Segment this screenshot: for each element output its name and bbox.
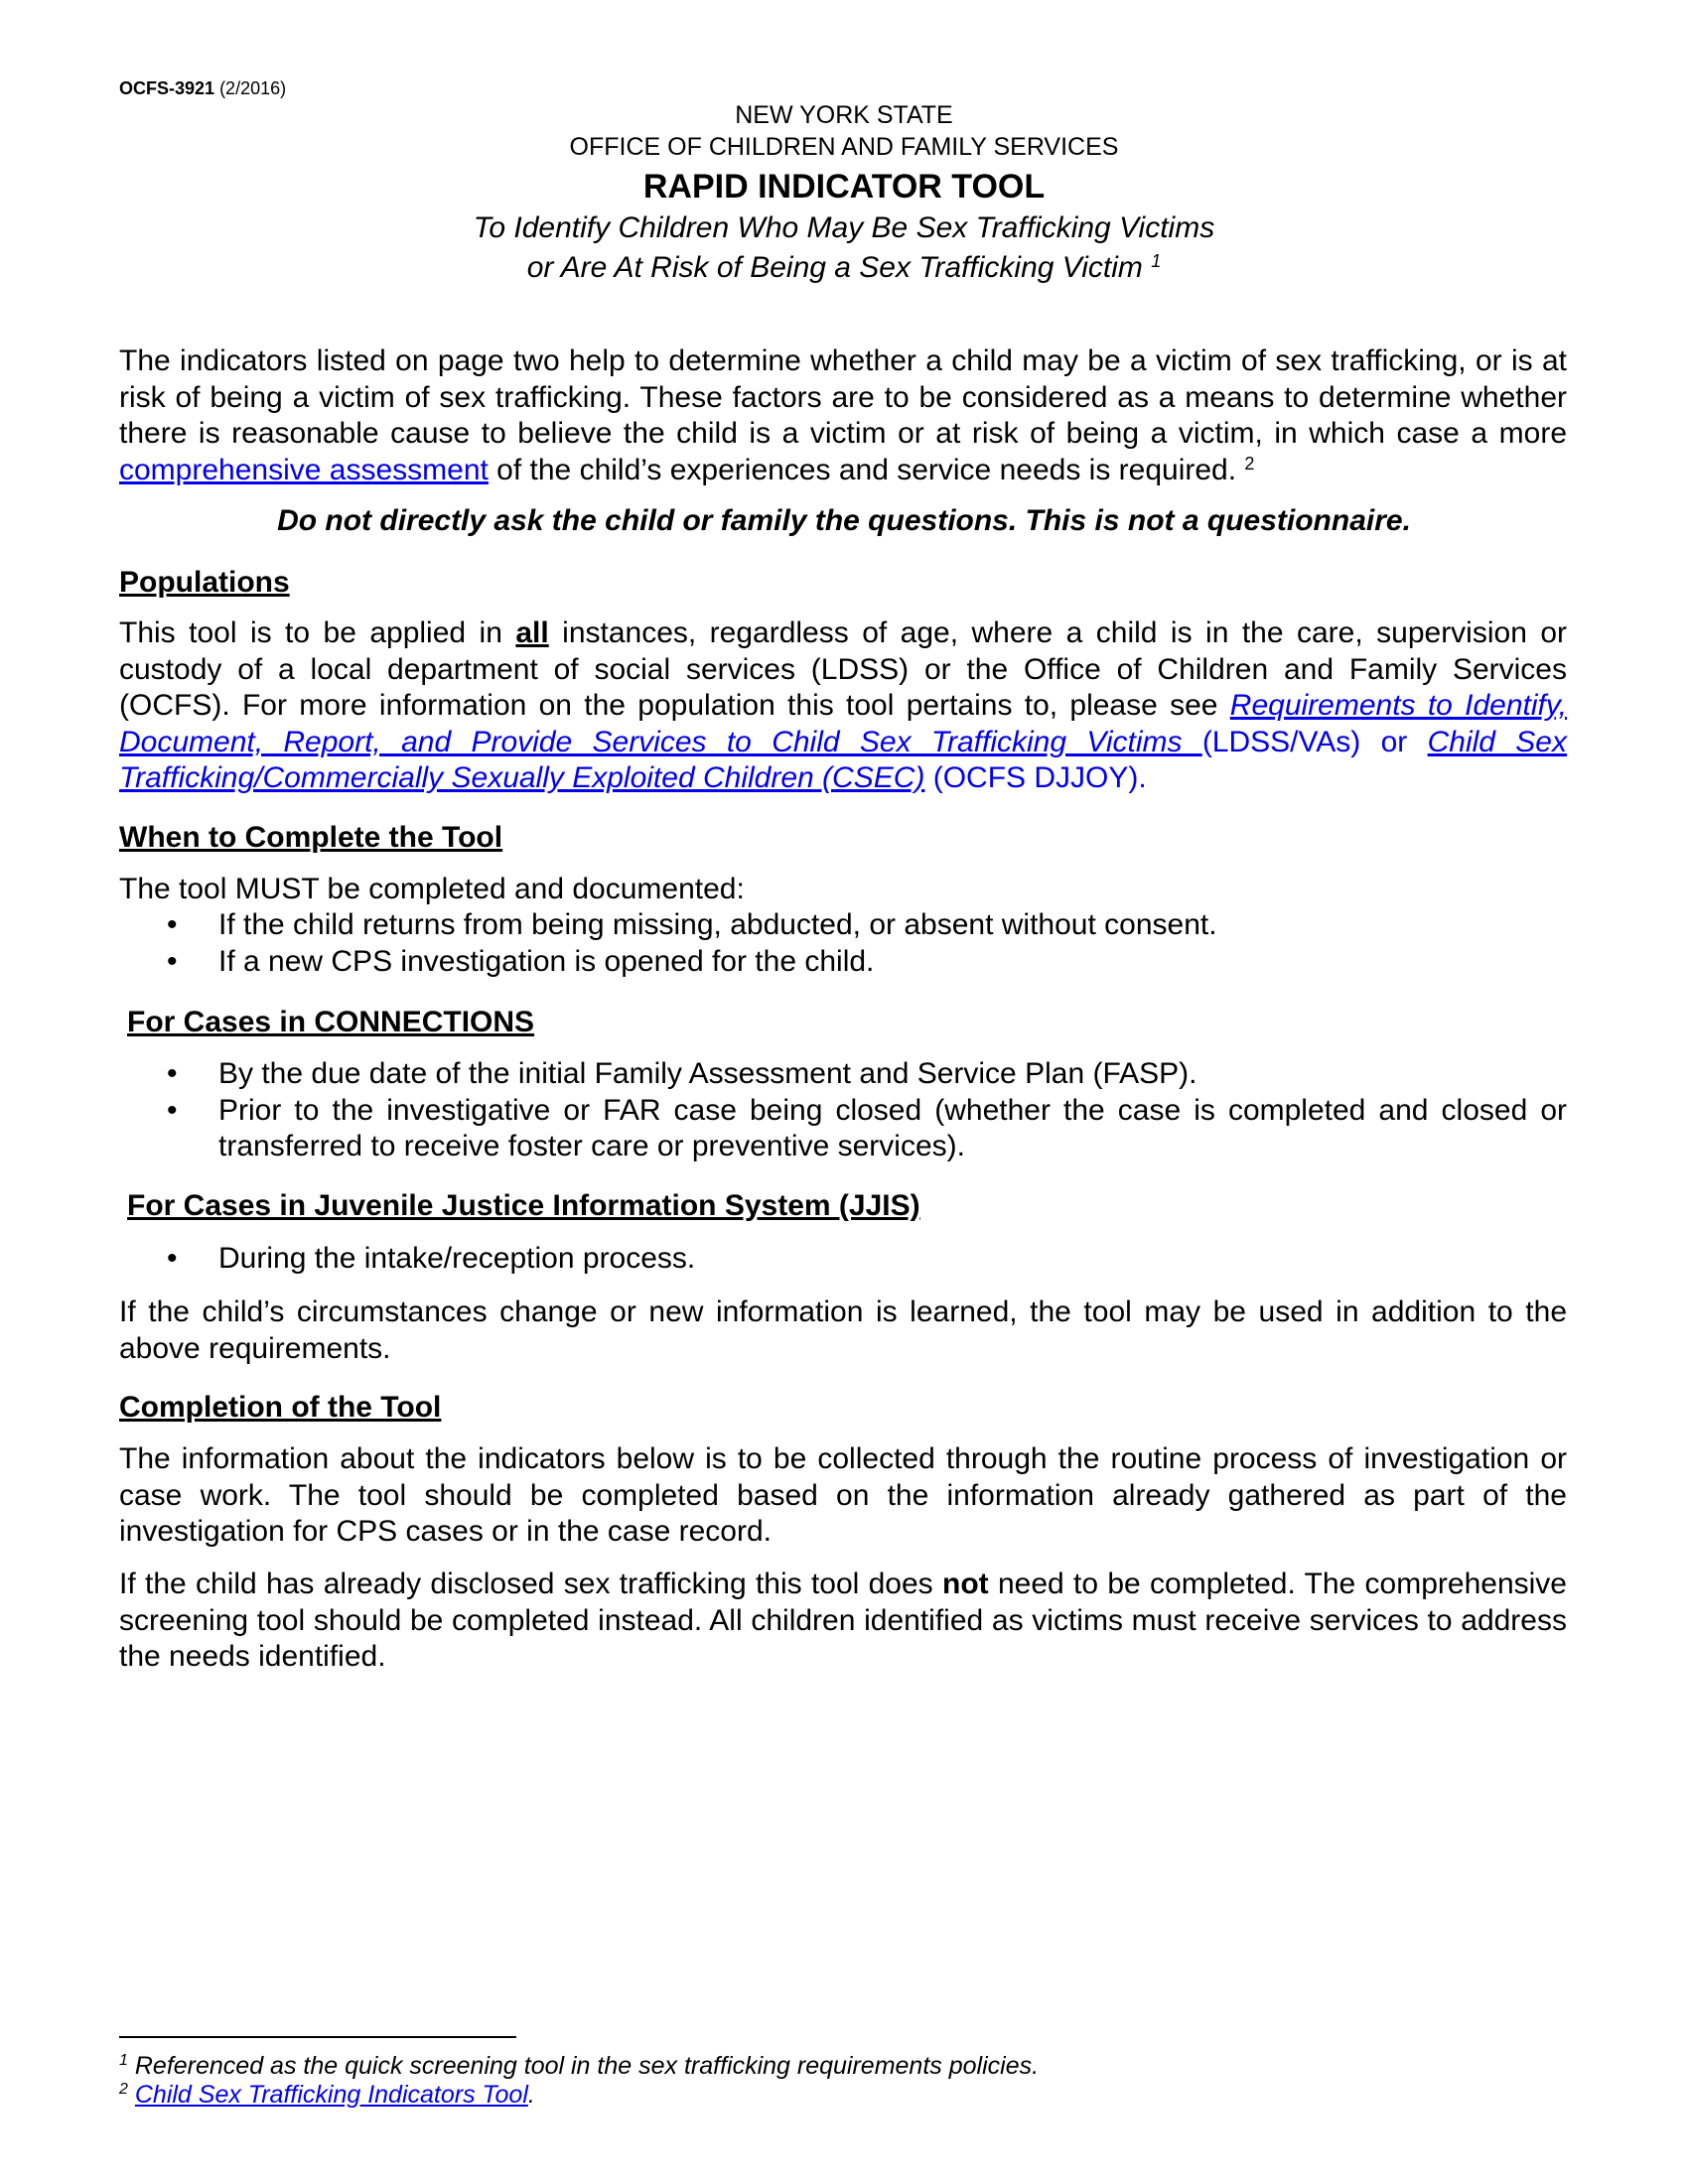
requirements-link[interactable]: Requirements to Identify, Document, Report, and Provide Services to Child Sex Trafficking Victims (119, 689, 1567, 758)
populations-paragraph (119, 615, 1567, 797)
csec-link[interactable]: Child Sex Trafficking/Commercially Sexually Exploited Children (CSEC) (119, 725, 1567, 794)
footnote-number: 1 (119, 2052, 128, 2069)
text: instances, regardless of age, where a child is in the care, supervision or custody of a local department of social services (LDSS) or the Office of Children and Family Services (OCFS). For more information on the population this tool pertains to, please see (119, 616, 1568, 722)
section-heading-jjis: For Cases in Juvenile Justice Information System (JJIS) (127, 1189, 920, 1222)
text: This tool is to be applied in (119, 616, 516, 649)
section-heading-connections: For Cases in CONNECTIONS (127, 1006, 535, 1038)
list-item: • If the child returns from being missing, abducted, or absent without consent. (119, 907, 1567, 944)
text: (OCFS DJJOY). (924, 761, 1147, 794)
jjis-list (119, 1241, 1567, 1278)
section-heading-populations: Populations (119, 566, 290, 599)
footnote-divider (119, 2036, 516, 2038)
list-item: • Prior to the investigative or FAR case being closed (whether the case is completed and closed or transferred to receive foster care or preventive services). (119, 1093, 1567, 1165)
subtitle-text: or Are At Risk of Being a Sex Trafficking Victim (526, 251, 1143, 284)
footnote-number: 2 (119, 2081, 128, 2098)
section-heading-when: When to Complete the Tool (119, 821, 503, 854)
footnote-2 (119, 2081, 535, 2110)
completion-paragraph-2 (119, 1567, 1567, 1676)
list-item: • If a new CPS investigation is opened for the child. (119, 944, 1567, 981)
completion-paragraph-1: The information about the indicators below is to be collected through the routine process of investigation or case work. The tool should be completed based on the information already gathered as part of the investigation for CPS cases or in the case record. (119, 1442, 1567, 1548)
intro-paragraph (119, 343, 1567, 488)
text: If the child has already disclosed sex trafficking this tool does (119, 1568, 942, 1600)
section-heading-completion: Completion of the Tool (119, 1391, 442, 1424)
emphasis: not (942, 1568, 989, 1600)
intro-text: The indicators listed on page two help to determine whether a child may be a victim of sex trafficking, or is at risk of being a victim of sex trafficking. These factors are to be considered as a means to determine whether there is reasonable cause to believe the child is a victim or at risk of being a victim, in which case a more (119, 344, 1567, 450)
agency-office: OFFICE OF CHILDREN AND FAMILY SERVICES (569, 133, 1119, 161)
form-date: (2/2016) (219, 78, 287, 98)
when-list (119, 907, 1567, 980)
jjis-note: If the child’s circumstances change or new information is learned, the tool may be used in addition to the above requirements. (119, 1296, 1567, 1365)
footnote-1 (119, 2052, 1039, 2081)
when-intro: The tool MUST be completed and documented: (119, 873, 745, 905)
indicators-tool-link[interactable]: Child Sex Trafficking Indicators Tool (134, 2081, 528, 2109)
text: (LDSS/VAs) or (1201, 725, 1428, 758)
comprehensive-assessment-link[interactable]: comprehensive assessment (119, 453, 489, 486)
list-item: • During the intake/reception process. (119, 1241, 1567, 1278)
footnote-ref: 1 (1151, 251, 1162, 271)
page-title: RAPID INDICATOR TOOL (642, 168, 1046, 205)
list-item: • By the due date of the initial Family Assessment and Service Plan (FASP). (119, 1056, 1567, 1093)
footnote-text: Referenced as the quick screening tool in the sex trafficking requirements policies. (134, 2052, 1040, 2080)
form-id (119, 78, 286, 99)
text: need to be completed. The comprehensive screening tool should be completed instead. All children identified as victims must receive services to address the needs identified. (119, 1568, 1567, 1673)
emphasis: all (515, 616, 549, 649)
footnote-ref: 2 (1244, 453, 1255, 474)
connections-list (119, 1056, 1567, 1165)
subtitle-line-1: To Identify Children Who May Be Sex Trafficking Victims (473, 211, 1215, 244)
warning-note: Do not directly ask the child or family the questions. This is not a questionnaire. (277, 504, 1411, 537)
agency-state: NEW YORK STATE (735, 101, 953, 129)
form-code: OCFS-3921 (119, 78, 215, 98)
footnote-text: . (527, 2081, 535, 2109)
intro-text: of the child’s experiences and service needs is required. (488, 453, 1245, 486)
subtitle-line-2 (0, 248, 1688, 288)
